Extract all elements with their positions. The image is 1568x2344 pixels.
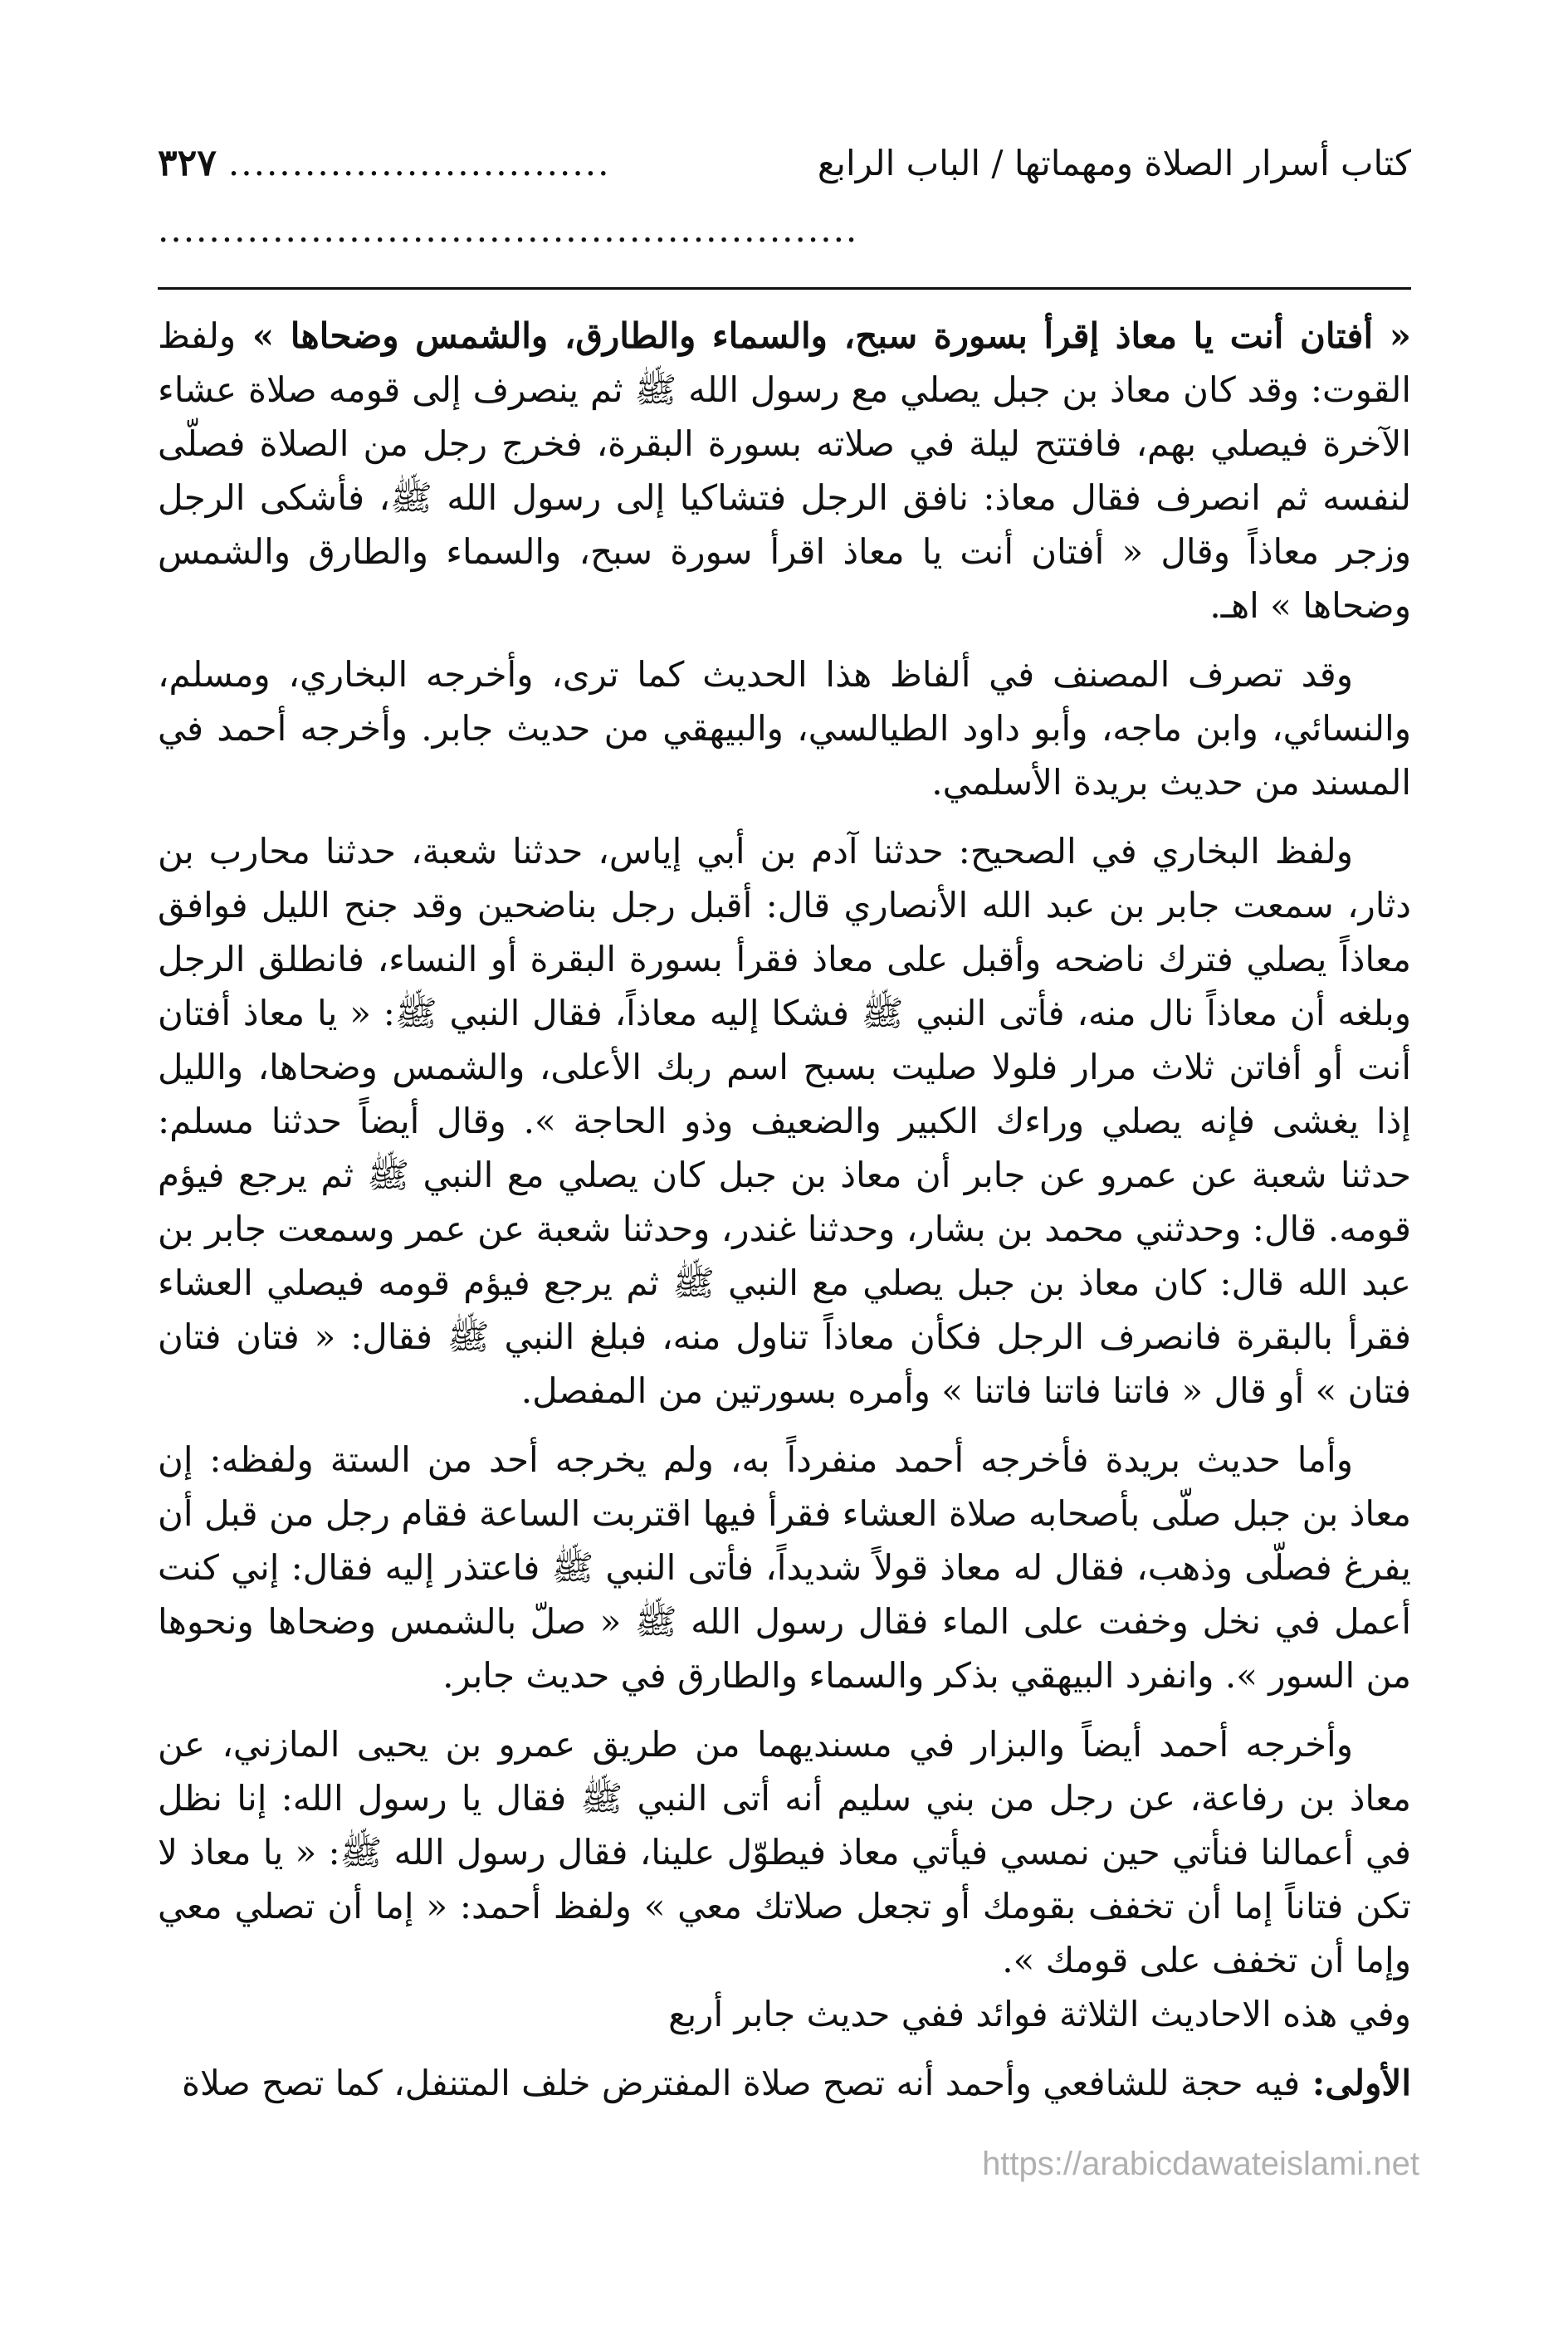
paragraph-7	[158, 2056, 1411, 2110]
page-number: ٣٢٧	[158, 142, 217, 184]
paragraph-2: وقد تصرف المصنف في ألفاظ هذا الحديث كما ترى، وأخرجه البخاري، ومسلم، والنسائي، وابن ماجه، وأبو داود الطيالسي، والبيهقي من حديث جابر. وأخرجه أحمد في المسند من حديث بريدة الأسلمي.	[158, 654, 1411, 803]
body-text	[158, 309, 1411, 2125]
header-leader-dots: ..............................	[227, 143, 611, 183]
first-benefit-heading: الأولى:	[1300, 2063, 1411, 2103]
watermark-url: https://arabicdawateislami.net	[982, 2146, 1419, 2182]
running-header	[158, 139, 1411, 187]
paragraph-3: ولفظ البخاري في الصحيح: حدثنا آدم بن أبي إياس، حدثنا شعبة، حدثنا محارب بن دثار، سمعت جابر بن عبد الله الأنصاري قال: أقبل رجل بناضحين وقد جنح الليل فوافق معاذاً يصلي فترك ناضحه وأقبل على معاذ فقرأ بسورة البقرة أو النساء، فانطلق الرجل وبلغه أن معاذاً نال منه، فأتى النبي ﷺ فشكا إليه معاذاً، فقال النبي ﷺ: « يا معاذ أفتان أنت أو أفاتن ثلاث مرار فلولا صليت بسبح اسم ربك الأعلى، والشمس وضحاها، والليل إذا يغشى فإنه يصلي وراءك الكبير والضعيف وذو الحاجة ». وقال أيضاً حدثنا مسلم: حدثنا شعبة عن عمرو عن جابر أن معاذ بن جبل كان يصلي مع النبي ﷺ ثم يرجع فيؤم قومه. قال: وحدثني محمد بن بشار، وحدثنا غندر، وحدثنا شعبة عن عمر وسمعت جابر بن عبد الله قال: كان معاذ بن جبل يصلي مع النبي ﷺ ثم يرجع فيؤم قومه فيصلي العشاء فقرأ بالبقرة فانصرف الرجل فكأن معاذاً تناول منه، فبلغ النبي ﷺ فقال: « فتان فتان فتان » أو قال « فاتنا فاتنا فاتنا » وأمره بسورتين من المفصل.	[158, 831, 1411, 1411]
paragraph-5: وأخرجه أحمد أيضاً والبزار في مسنديهما من طريق عمرو بن يحيى المازني، عن معاذ بن رفاعة، عن رجل من بني سليم أنه أتى النبي ﷺ فقال يا رسول الله: إنا نظل في أعمالنا فنأتي حين نمسي فيأتي معاذ فيطوّل علينا، فقال رسول الله ﷺ: « يا معاذ لا تكن فتاناً إما أن تخفف بقومك أو تجعل صلاتك معي » ولفظ أحمد: « إما أن تصلي معي وإما أن تخفف على قومك ».	[158, 1724, 1411, 1980]
header-title: كتاب أسرار الصلاة ومهماتها / الباب الرابع	[817, 143, 1411, 183]
quoted-hadith-bold: « أفتان أنت يا معاذ إقرأ بسورة سبح، والسماء والطارق، والشمس وضحاها »	[236, 315, 1411, 356]
paragraph-1	[158, 309, 1411, 632]
header-dotted-line: .......................................................	[158, 209, 859, 242]
paragraph-4: وأما حديث بريدة فأخرجه أحمد منفرداً به، ولم يخرجه أحد من الستة ولفظه: إن معاذ بن جبل صلّى بأصحابه صلاة العشاء فقرأ فيها اقتربت الساعة فقام رجل من قبل أن يفرغ فصلّى وذهب، فقال له معاذ قولاً شديداً، فأتى النبي ﷺ فاعتذر إليه فقال: إني كنت أعمل في نخل وخفت على الماء فقال رسول الله ﷺ « صلّ بالشمس وضحاها ونحوها من السور ». وانفرد البيهقي بذكر والسماء والطارق في حديث جابر.	[158, 1439, 1411, 1696]
paragraph-1-text: ولفظ القوت: وقد كان معاذ بن جبل يصلي مع رسول الله ﷺ ثم ينصرف إلى قومه صلاة عشاء الآخرة فيصلي بهم، فافتتح ليلة في صلاته بسورة البقرة، فخرج رجل من الصلاة فصلّى لنفسه ثم انصرف فقال معاذ: نافق الرجل فتشاكيا إلى رسول الله ﷺ، فأشكى الرجل وزجر معاذاً وقال « أفتان أنت يا معاذ اقرأ سورة سبح، والسماء والطارق والشمس وضحاها » اهـ.	[158, 315, 1411, 626]
paragraph-6: وفي هذه الاحاديث الثلاثة فوائد ففي حديث جابر أربع	[668, 1994, 1411, 2034]
header-rule	[158, 287, 1411, 290]
paragraph-7-text: فيه حجة للشافعي وأحمد أنه تصح صلاة المفترض خلف المتنفل، كما تصح صلاة	[182, 2063, 1301, 2103]
